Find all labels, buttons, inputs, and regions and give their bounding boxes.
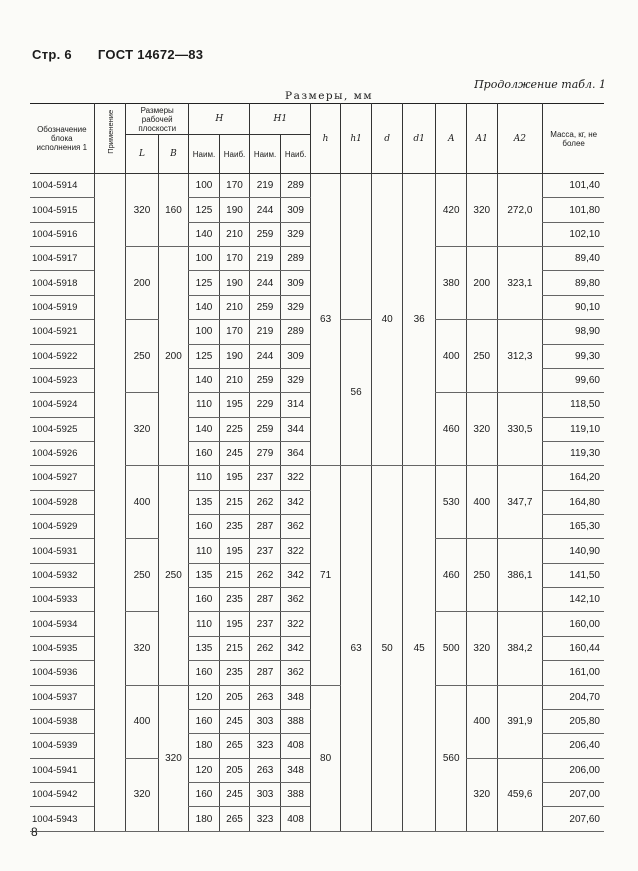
H-max-cell: 195: [219, 466, 250, 490]
col-h1: [340, 104, 372, 174]
page-header: [32, 47, 203, 62]
designation-cell: 1004-5943: [30, 807, 94, 831]
mass-cell: 98,90: [543, 320, 604, 344]
H-min-cell: 110: [189, 612, 220, 636]
col-d-label: d: [384, 133, 391, 144]
B-cell: 200: [158, 247, 189, 466]
mass-cell: 204,70: [543, 685, 604, 709]
H-max-cell: 190: [219, 271, 250, 295]
designation-cell: 1004-5937: [30, 685, 94, 709]
H-min-cell: 160: [189, 588, 220, 612]
H-max-cell: 245: [219, 441, 250, 465]
H1-max-cell: 348: [280, 758, 311, 782]
H-max-cell: 265: [219, 734, 250, 758]
designation-cell: 1004-5916: [30, 222, 94, 246]
H-min-cell: 125: [189, 198, 220, 222]
H1-min-cell: 262: [250, 636, 281, 660]
designation-cell: 1004-5922: [30, 344, 94, 368]
H-min-cell: 140: [189, 222, 220, 246]
col-work-plane: Размеры рабочей плоскости: [126, 104, 189, 135]
designation-cell: 1004-5935: [30, 636, 94, 660]
designation-cell: 1004-5936: [30, 661, 94, 685]
col-h1-label: h1: [350, 133, 362, 144]
H-min-cell: 110: [189, 466, 220, 490]
col-B-label: B: [170, 149, 177, 159]
H1-min-cell: 323: [250, 734, 281, 758]
L-cell: 400: [126, 466, 159, 539]
col-B: [158, 135, 189, 174]
h1-cell: 63: [340, 466, 372, 831]
A2-cell: 384,2: [497, 612, 543, 685]
mass-cell: 205,80: [543, 709, 604, 733]
L-cell: 250: [126, 320, 159, 393]
B-cell: 320: [158, 685, 189, 831]
designation-cell: 1004-5924: [30, 393, 94, 417]
H-max-cell: 245: [219, 709, 250, 733]
col-H-min: Наим.: [189, 135, 220, 174]
col-h: [311, 104, 341, 174]
H1-max-cell: 388: [280, 709, 311, 733]
h1-cell: [340, 174, 372, 320]
A2-cell: 386,1: [497, 539, 543, 612]
L-cell: 200: [126, 247, 159, 320]
H-min-cell: 135: [189, 563, 220, 587]
H-min-cell: 140: [189, 295, 220, 319]
A1-cell: 320: [466, 393, 497, 466]
H1-min-cell: 263: [250, 685, 281, 709]
designation-cell: 1004-5941: [30, 758, 94, 782]
H-min-cell: 160: [189, 441, 220, 465]
A2-cell: 330,5: [497, 393, 543, 466]
H1-max-cell: 362: [280, 588, 311, 612]
h-cell: 71: [311, 466, 341, 685]
sizes-caption: Размеры, мм: [285, 90, 374, 102]
H1-max-cell: 289: [280, 247, 311, 271]
H-max-cell: 215: [219, 490, 250, 514]
A-cell: 560: [436, 685, 467, 831]
H1-max-cell: 344: [280, 417, 311, 441]
H-max-cell: 210: [219, 295, 250, 319]
col-mass: Масса, кг, не более: [543, 104, 604, 174]
A-cell: 400: [436, 320, 467, 393]
mass-cell: 118,50: [543, 393, 604, 417]
H1-max-cell: 364: [280, 441, 311, 465]
H1-min-cell: 287: [250, 515, 281, 539]
H1-min-cell: 279: [250, 441, 281, 465]
mass-cell: 207,60: [543, 807, 604, 831]
designation-cell: 1004-5929: [30, 515, 94, 539]
col-A: [436, 104, 467, 174]
mass-cell: 141,50: [543, 563, 604, 587]
H1-max-cell: 342: [280, 636, 311, 660]
H-max-cell: 235: [219, 588, 250, 612]
col-A2-label: A2: [513, 133, 526, 144]
designation-cell: 1004-5914: [30, 174, 94, 198]
designation-cell: 1004-5933: [30, 588, 94, 612]
col-H1-max: Наиб.: [280, 135, 311, 174]
H1-min-cell: 323: [250, 807, 281, 831]
L-cell: 400: [126, 685, 159, 758]
A1-cell: 320: [466, 758, 497, 831]
col-H-label: H: [215, 114, 224, 124]
dimensions-table: [30, 103, 604, 832]
col-d: [372, 104, 403, 174]
H-max-cell: 215: [219, 563, 250, 587]
H1-max-cell: 289: [280, 320, 311, 344]
col-H1-label: H1: [273, 114, 288, 124]
mass-cell: 160,00: [543, 612, 604, 636]
H1-min-cell: 287: [250, 588, 281, 612]
H-max-cell: 205: [219, 685, 250, 709]
mass-cell: 101,40: [543, 174, 604, 198]
mass-cell: 89,40: [543, 247, 604, 271]
H-min-cell: 180: [189, 807, 220, 831]
continuation-note: Продолжение табл. 1: [474, 78, 606, 91]
H-max-cell: 265: [219, 807, 250, 831]
mass-cell: 102,10: [543, 222, 604, 246]
H-max-cell: 225: [219, 417, 250, 441]
designation-cell: 1004-5919: [30, 295, 94, 319]
mass-cell: 206,40: [543, 734, 604, 758]
H-max-cell: 235: [219, 661, 250, 685]
L-cell: 320: [126, 612, 159, 685]
L-cell: 320: [126, 393, 159, 466]
mass-cell: 99,30: [543, 344, 604, 368]
col-H1: [250, 104, 311, 135]
col-designation: Обозначение блока исполнения 1: [30, 104, 94, 174]
H-min-cell: 125: [189, 344, 220, 368]
designation-cell: 1004-5932: [30, 563, 94, 587]
H-max-cell: 195: [219, 539, 250, 563]
H1-max-cell: 408: [280, 734, 311, 758]
col-d1-label: d1: [413, 133, 425, 144]
H1-max-cell: 322: [280, 612, 311, 636]
H1-min-cell: 287: [250, 661, 281, 685]
designation-cell: 1004-5927: [30, 466, 94, 490]
L-cell: 320: [126, 758, 159, 831]
col-A1-label: A1: [475, 133, 488, 144]
col-A2: [497, 104, 543, 174]
H1-min-cell: 259: [250, 368, 281, 392]
A1-cell: 400: [466, 685, 497, 758]
mass-cell: 206,00: [543, 758, 604, 782]
H-max-cell: 190: [219, 344, 250, 368]
H1-max-cell: 309: [280, 271, 311, 295]
h-cell: 63: [311, 174, 341, 466]
d-cell: 40: [372, 174, 403, 466]
H1-min-cell: 263: [250, 758, 281, 782]
H1-max-cell: 329: [280, 368, 311, 392]
designation-cell: 1004-5931: [30, 539, 94, 563]
H-min-cell: 120: [189, 758, 220, 782]
designation-cell: 1004-5928: [30, 490, 94, 514]
H1-max-cell: 329: [280, 222, 311, 246]
mass-cell: 160,44: [543, 636, 604, 660]
col-H1-min: Наим.: [250, 135, 281, 174]
standard-number: ГОСТ 14672—83: [97, 47, 204, 62]
H1-min-cell: 219: [250, 174, 281, 198]
mass-cell: 164,20: [543, 466, 604, 490]
H-max-cell: 235: [219, 515, 250, 539]
d1-cell: 45: [402, 466, 436, 831]
A1-cell: 200: [466, 247, 497, 320]
A1-cell: 400: [466, 466, 497, 539]
mass-cell: 165,30: [543, 515, 604, 539]
A1-cell: 250: [466, 539, 497, 612]
H1-min-cell: 244: [250, 344, 281, 368]
H-max-cell: 245: [219, 782, 250, 806]
page-label: Стр. 6: [32, 47, 72, 62]
designation-cell: 1004-5942: [30, 782, 94, 806]
H1-max-cell: 309: [280, 198, 311, 222]
H-min-cell: 100: [189, 320, 220, 344]
H1-min-cell: 237: [250, 466, 281, 490]
H-min-cell: 120: [189, 685, 220, 709]
H-min-cell: 135: [189, 490, 220, 514]
H-min-cell: 160: [189, 661, 220, 685]
designation-cell: 1004-5918: [30, 271, 94, 295]
designation-cell: 1004-5925: [30, 417, 94, 441]
H1-min-cell: 303: [250, 782, 281, 806]
H1-min-cell: 259: [250, 295, 281, 319]
H-min-cell: 140: [189, 417, 220, 441]
H-max-cell: 170: [219, 247, 250, 271]
H-min-cell: 125: [189, 271, 220, 295]
H-max-cell: 170: [219, 174, 250, 198]
H-max-cell: 195: [219, 393, 250, 417]
A1-cell: 320: [466, 612, 497, 685]
col-application-label: Применение: [105, 109, 115, 154]
H-min-cell: 140: [189, 368, 220, 392]
d1-cell: 36: [402, 174, 436, 466]
H1-min-cell: 229: [250, 393, 281, 417]
H1-min-cell: 244: [250, 271, 281, 295]
h-cell: 80: [311, 685, 341, 831]
H-max-cell: 170: [219, 320, 250, 344]
H1-min-cell: 259: [250, 417, 281, 441]
A1-cell: 320: [466, 174, 497, 247]
designation-cell: 1004-5923: [30, 368, 94, 392]
H1-min-cell: 237: [250, 612, 281, 636]
col-application: [94, 104, 126, 174]
H-min-cell: 160: [189, 782, 220, 806]
designation-cell: 1004-5917: [30, 247, 94, 271]
H1-max-cell: 408: [280, 807, 311, 831]
mass-cell: 161,00: [543, 661, 604, 685]
H1-max-cell: 289: [280, 174, 311, 198]
col-d1: [402, 104, 436, 174]
mass-cell: 101,80: [543, 198, 604, 222]
H-min-cell: 100: [189, 174, 220, 198]
H1-max-cell: 362: [280, 515, 311, 539]
mass-cell: 119,30: [543, 441, 604, 465]
A-cell: 460: [436, 393, 467, 466]
H1-max-cell: 362: [280, 661, 311, 685]
H1-max-cell: 342: [280, 490, 311, 514]
H1-max-cell: 314: [280, 393, 311, 417]
table-body: [30, 174, 604, 832]
col-L-label: L: [138, 149, 145, 159]
col-A1: [466, 104, 497, 174]
h1-cell: 56: [340, 320, 372, 466]
A2-cell: 391,9: [497, 685, 543, 758]
page-number: 8: [31, 825, 38, 839]
A2-cell: 323,1: [497, 247, 543, 320]
A1-cell: 250: [466, 320, 497, 393]
designation-cell: 1004-5915: [30, 198, 94, 222]
col-L: [126, 135, 159, 174]
mass-cell: 119,10: [543, 417, 604, 441]
H-min-cell: 110: [189, 393, 220, 417]
mass-cell: 99,60: [543, 368, 604, 392]
H-min-cell: 180: [189, 734, 220, 758]
H1-min-cell: 219: [250, 247, 281, 271]
H1-max-cell: 322: [280, 466, 311, 490]
H1-min-cell: 219: [250, 320, 281, 344]
H-max-cell: 210: [219, 368, 250, 392]
A2-cell: 272,0: [497, 174, 543, 247]
mass-cell: 164,80: [543, 490, 604, 514]
mass-cell: 142,10: [543, 588, 604, 612]
A2-cell: 459,6: [497, 758, 543, 831]
H1-min-cell: 259: [250, 222, 281, 246]
H1-max-cell: 322: [280, 539, 311, 563]
col-H: [189, 104, 250, 135]
A-cell: 380: [436, 247, 467, 320]
col-H-max: Наиб.: [219, 135, 250, 174]
H-min-cell: 160: [189, 709, 220, 733]
H-min-cell: 100: [189, 247, 220, 271]
H1-max-cell: 348: [280, 685, 311, 709]
H-max-cell: 205: [219, 758, 250, 782]
table-row: [30, 174, 604, 198]
L-cell: 320: [126, 174, 159, 247]
col-A-label: A: [447, 133, 455, 144]
B-cell: 160: [158, 174, 189, 247]
A-cell: 530: [436, 466, 467, 539]
mass-cell: 90,10: [543, 295, 604, 319]
col-h-label: h: [322, 133, 329, 144]
H1-min-cell: 244: [250, 198, 281, 222]
H1-max-cell: 309: [280, 344, 311, 368]
designation-cell: 1004-5939: [30, 734, 94, 758]
H-max-cell: 195: [219, 612, 250, 636]
H1-min-cell: 262: [250, 490, 281, 514]
A-cell: 500: [436, 612, 467, 685]
A2-cell: 312,3: [497, 320, 543, 393]
mass-cell: 207,00: [543, 782, 604, 806]
L-cell: 250: [126, 539, 159, 612]
H-min-cell: 135: [189, 636, 220, 660]
A-cell: 460: [436, 539, 467, 612]
app-cell: [94, 174, 126, 832]
mass-cell: 140,90: [543, 539, 604, 563]
H1-max-cell: 342: [280, 563, 311, 587]
designation-cell: 1004-5926: [30, 441, 94, 465]
H1-max-cell: 329: [280, 295, 311, 319]
designation-cell: 1004-5938: [30, 709, 94, 733]
mass-cell: 89,80: [543, 271, 604, 295]
H1-min-cell: 262: [250, 563, 281, 587]
d-cell: 50: [372, 466, 403, 831]
A2-cell: 347,7: [497, 466, 543, 539]
H-max-cell: 190: [219, 198, 250, 222]
H1-min-cell: 237: [250, 539, 281, 563]
H1-min-cell: 303: [250, 709, 281, 733]
H-max-cell: 210: [219, 222, 250, 246]
H-min-cell: 110: [189, 539, 220, 563]
H-min-cell: 160: [189, 515, 220, 539]
H-max-cell: 215: [219, 636, 250, 660]
designation-cell: 1004-5934: [30, 612, 94, 636]
A-cell: 420: [436, 174, 467, 247]
designation-cell: 1004-5921: [30, 320, 94, 344]
H1-max-cell: 388: [280, 782, 311, 806]
B-cell: 250: [158, 466, 189, 685]
